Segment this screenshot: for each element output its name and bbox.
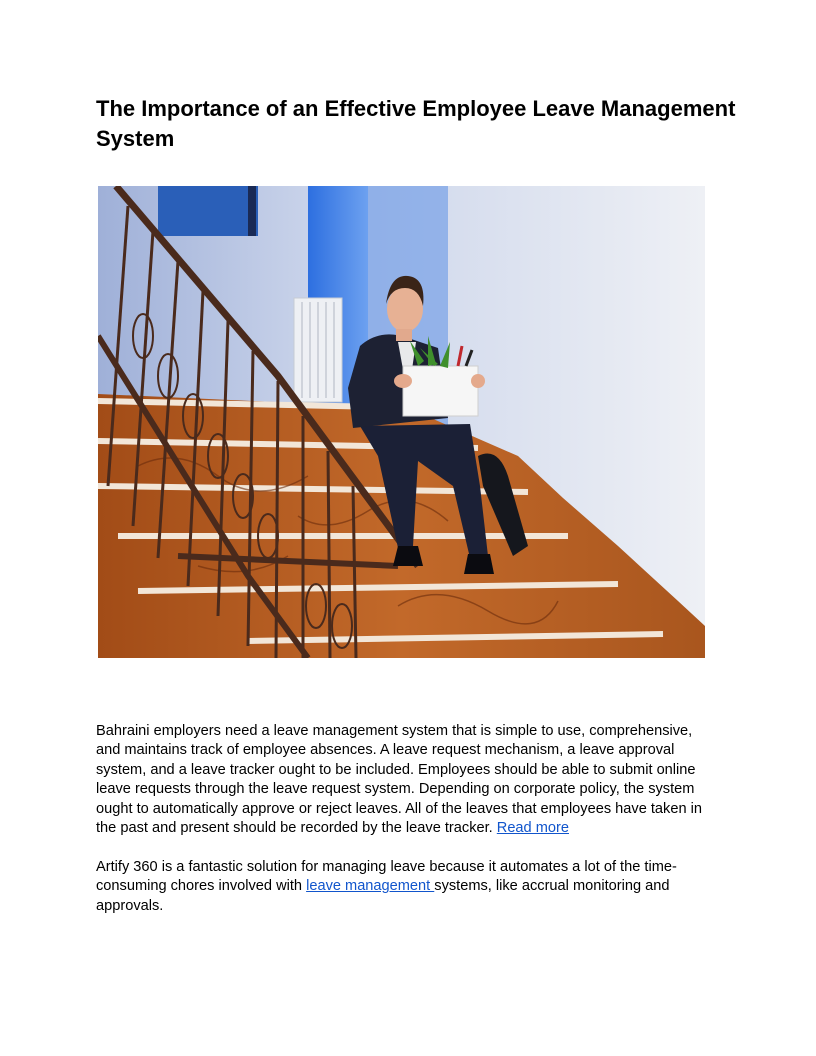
intro-paragraph-text: Bahraini employers need a leave management system that is simple to use, comprehensive, and maintains track of employee absences. A leave request mechanism, a leave approval system, and a leave tracker ought to be included. Employees should be able to submit online leave requests through the leave request system. Depending on corporate policy, the system ought to automatically approve or reject leaves. All of the leaves that employees have taken in the past and present should be recorded by the leave tracker. [96,723,702,837]
article-photo [98,186,705,658]
solution-paragraph [96,858,716,916]
solution-text-after: systems, like accrual monitoring and approvals. [96,878,670,914]
page-title: The Importance of an Effective Employee Leave Management System [96,96,736,151]
read-more-link[interactable]: Read more [496,820,569,837]
intro-paragraph [96,722,716,838]
leave-management-link[interactable]: leave management [306,878,435,895]
solution-text-before: Artify 360 is a fantastic solution for managing leave because it automates a lot of the time-consuming chores involved with [96,859,677,895]
